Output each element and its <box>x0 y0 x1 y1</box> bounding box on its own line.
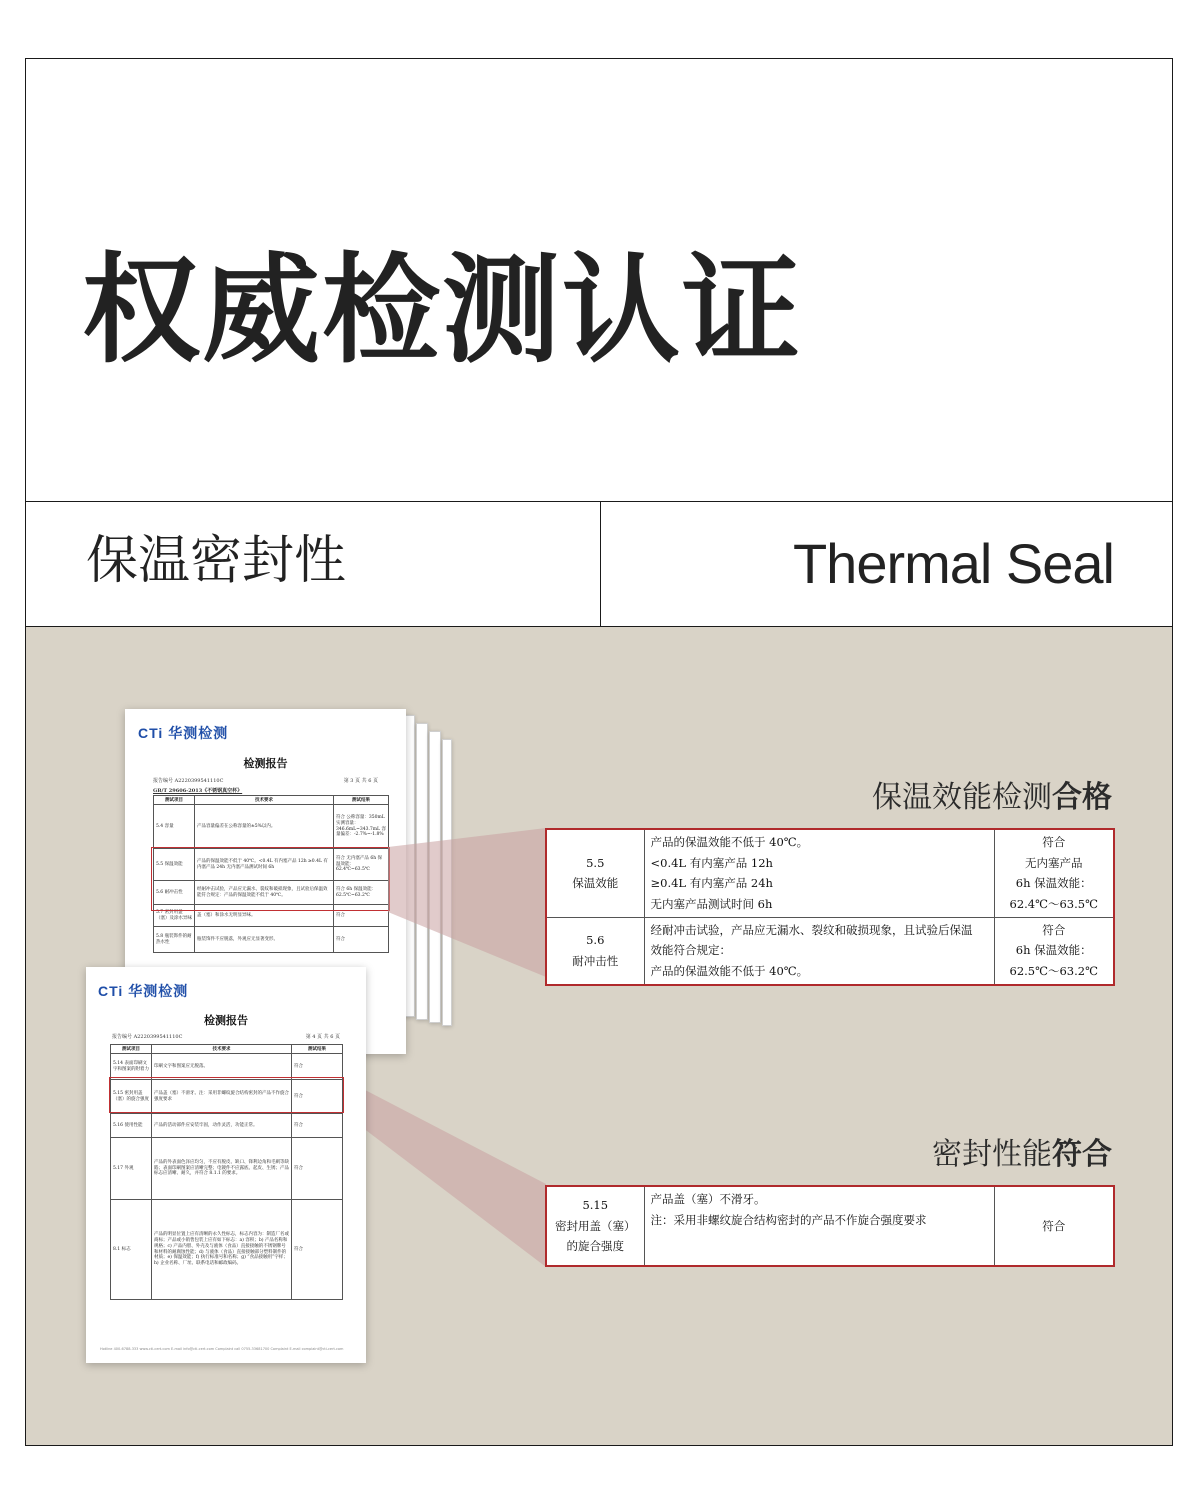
report-title: 检测报告 <box>204 1014 248 1027</box>
subtitle-chinese: 保温密封性 <box>86 531 347 591</box>
table-row <box>546 829 1114 917</box>
table-row: 5.5 保温效能 产品的保温效能不低于 40℃。<0.4L 有内塞产品 12h ≥0.4L 有内塞产品 24h 无内塞产品测试时间 6h 符合 无内塞产品 6h 保温效能：62.4℃~63.5℃ <box>154 849 389 881</box>
table-row: 5.16 使用性能 产品的活动部件应安装牢固，动作灵活，功能正常。 符合 <box>111 1114 343 1138</box>
seal-highlight-box <box>109 1077 344 1113</box>
cti-logo: CTi 华测检测 <box>138 725 229 741</box>
item-name: 耐冲击性 <box>572 953 619 968</box>
report-footer: Hotline 400-6788-333 www.cti-cert.com E-mail info@cti-cert.com Complaint call 0755-33681700 Complaint E-mail complaint@cti-cert.com <box>100 1347 344 1351</box>
test-report-page-4 <box>86 967 366 1363</box>
table-header: 测试项目 <box>154 796 195 805</box>
table-header: 技术要求 <box>152 1045 292 1054</box>
thermal-result-table <box>545 828 1115 986</box>
result-cell: 符合 6h 保温效能： 62.5℃～63.2℃ <box>994 917 1114 985</box>
standard-name: GB/T 29606-2013《不锈钢真空杯》 <box>153 788 243 794</box>
table-header: 技术要求 <box>195 796 334 805</box>
page-title: 权威检测认证 <box>82 241 803 379</box>
table-row <box>546 917 1114 985</box>
seal-heading: 密封性能符合 <box>932 1137 1112 1172</box>
table-header: 测试结果 <box>334 796 389 805</box>
report-number: A2220399541110C <box>133 1034 183 1040</box>
requirement-cell: 产品的保温效能不低于 40℃。 <0.4L 有内塞产品 12h ≥0.4L 有内塞产品 24h 无内塞产品测试时间 6h <box>644 829 994 917</box>
table-row: 5.17 外观 产品的外表面色泽应均匀，不应有脱皮、缺口、锋利边角和毛刺等缺陷；表面印刷图案应清晰完整；电镀件不应露底、起皮、生锈；产品标志应清晰、耐久，并符合 8.1.1 的要求。 符合 <box>111 1138 343 1200</box>
table-row: 5.15 密封用盖（塞）的旋合强度 产品盖（塞）不滑牙。注：采用非螺纹旋合结构密封的产品不作旋合强度要求 符合 <box>111 1080 343 1114</box>
table-row: 8.1 标志 产品的明显位置上应有清晰的永久性标志，标志内容为：制造厂名或商标；产品或小销售包装上应有如下标志：a) 容积；b) 产品名称和规格；c) 产品内胆、外壳及与液体（食品）直接接触的不锈钢牌号和材料的耐腐蚀性能；d) 与液体（食品）直接接触部分塑料制件的材质；e) 保温效能；f) 执行标准号和名称；g) “食品接触用”字样；h) 企业名称、厂址、联系电话和邮政编码。 符合 <box>111 1200 343 1300</box>
table-row: 5.14 表面印刷文字和图案的附着力 印刷文字和图案应无脱落。 符合 <box>111 1054 343 1080</box>
table-row: 5.4 容量 产品容量偏差在公称容量的±5%以内。 符合 公称容量：350mL 实测容量：346.6mL~343.7mL 容量偏差：-2.7%~-1.8% <box>154 805 389 849</box>
page-indicator: 第 3 页 共 6 页 <box>343 778 378 784</box>
report-title: 检测报告 <box>243 757 288 770</box>
subtitle-english: Thermal Seal <box>792 532 1114 595</box>
result-cell: 符合 <box>994 1186 1114 1266</box>
table-row: 5.7 密封用盖（塞）及涂水异味 盖（塞）和涂水无明显异味。 符合 <box>154 905 389 927</box>
certificate-panel <box>26 627 1172 1445</box>
thermal-heading: 保温效能检测合格 <box>872 780 1112 815</box>
table-header: 测试项目 <box>111 1045 152 1054</box>
item-name: 的旋合强度 <box>566 1239 624 1254</box>
requirement-cell: 产品盖（塞）不滑牙。 注：采用非螺纹旋合结构密封的产品不作旋合强度要求 <box>644 1186 994 1266</box>
report-number-label: 报告编号 <box>153 778 174 784</box>
item-name: 保温效能 <box>572 876 619 891</box>
item-number: 5.5 <box>586 855 605 870</box>
table-row: 5.8 瓶装饰件的耐热水性 瓶装饰件不应脱落，外观应无显著变形。 符合 <box>154 927 389 953</box>
table-header: 测试结果 <box>292 1045 343 1054</box>
divider <box>25 501 1173 502</box>
page-indicator: 第 4 页 共 6 页 <box>305 1034 340 1040</box>
seal-result-table <box>545 1185 1115 1267</box>
result-cell: 符合 无内塞产品 6h 保温效能： 62.4℃～63.5℃ <box>994 829 1114 917</box>
divider <box>600 501 601 626</box>
report-number: A2220399541110C <box>174 778 224 784</box>
requirement-cell: 经耐冲击试验，产品应无漏水、裂纹和破损现象，且试验后保温 效能符合规定： 产品的保温效能不低于 40℃。 <box>644 917 994 985</box>
seal-connector <box>342 1078 546 1267</box>
table-row: 5.6 耐冲击性 经耐冲击试验，产品应无漏水、裂纹和破损现象，且试验后保温效能符合规定：产品的保温效能不低于 40℃。 符合 6h 保温效能：62.5℃~63.2℃ <box>154 881 389 905</box>
thermal-connector <box>388 828 546 977</box>
item-number: 5.6 <box>586 933 605 948</box>
table-row <box>546 1186 1114 1266</box>
cti-logo: CTi 华测检测 <box>98 983 189 999</box>
item-name: 密封用盖（塞） <box>555 1218 636 1233</box>
item-number: 5.15 <box>582 1197 609 1212</box>
report-number-label: 报告编号 <box>112 1034 133 1040</box>
